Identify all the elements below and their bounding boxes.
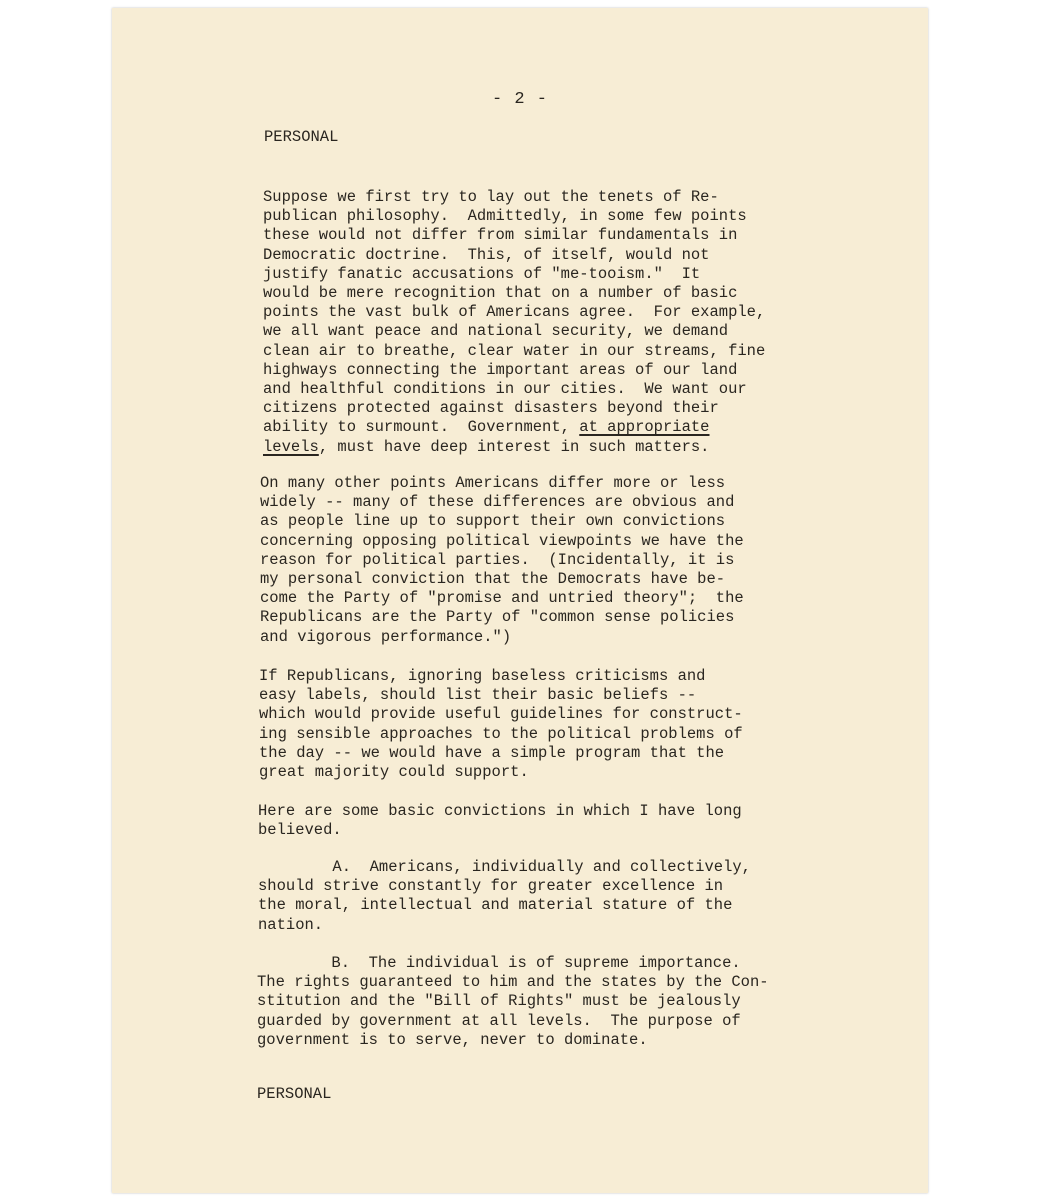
text-line: concerning opposing political viewpoints we have the bbox=[260, 531, 744, 550]
text-line: reason for political parties. (Incidentally, it is bbox=[260, 550, 735, 569]
paragraph-differences bbox=[260, 474, 744, 647]
text-line: citizens protected against disasters beyond their bbox=[263, 399, 719, 418]
text-segment: , must have deep interest in such matters. bbox=[318, 437, 710, 456]
text-line: come the Party of "promise and untried theory"; the bbox=[260, 589, 744, 608]
text-line: great majority could support. bbox=[259, 763, 529, 782]
text-line: Suppose we first try to lay out the tenets of Re- bbox=[263, 188, 719, 206]
text-line: believed. bbox=[258, 821, 342, 840]
text-line: the moral, intellectual and material stature of the bbox=[258, 896, 733, 915]
page-number: - 2 - bbox=[491, 90, 548, 109]
text-line: as people line up to support their own convictions bbox=[260, 512, 726, 531]
text-line: A. Americans, individually and collectively, bbox=[258, 858, 751, 876]
header-personal-marking: PERSONAL bbox=[264, 128, 339, 146]
paragraph-tenets bbox=[263, 188, 765, 457]
text-line: justify fanatic accusations of "me-tooism." It bbox=[263, 264, 701, 283]
paragraph-basic-beliefs bbox=[259, 667, 743, 782]
letter-page bbox=[112, 8, 928, 1193]
text-line: government is to serve, never to dominate. bbox=[257, 1030, 648, 1049]
text-line: nation. bbox=[258, 915, 324, 934]
text-line: Here are some basic convictions in which I have long bbox=[258, 802, 742, 820]
text-line: The rights guaranteed to him and the states by the Con- bbox=[257, 973, 769, 992]
text-line: which would provide useful guidelines for construct- bbox=[259, 705, 743, 724]
text-line: If Republicans, ignoring baseless criticisms and bbox=[259, 667, 706, 685]
underlined-phrase: at appropriate bbox=[579, 418, 710, 437]
text-line: we all want peace and national security, we demand bbox=[263, 322, 729, 341]
text-line: my personal conviction that the Democrats have be- bbox=[260, 570, 726, 589]
text-line: the day -- we would have a simple program that the bbox=[259, 743, 725, 762]
text-line bbox=[263, 438, 765, 457]
text-line: Democratic doctrine. This, of itself, would not bbox=[263, 245, 710, 264]
text-segment: ability to surmount. Government, bbox=[263, 418, 580, 437]
text-line: widely -- many of these differences are obvious and bbox=[260, 493, 735, 512]
text-line: publican philosophy. Admittedly, in some few points bbox=[263, 207, 747, 226]
text-line: points the vast bulk of Americans agree. For example, bbox=[263, 303, 766, 322]
text-line: Republicans are the Party of "common sense policies bbox=[260, 608, 735, 627]
text-line: guarded by government at all levels. The purpose of bbox=[257, 1011, 741, 1030]
text-line: would be mere recognition that on a number of basic bbox=[263, 284, 738, 303]
text-line bbox=[263, 418, 765, 437]
text-line: highways connecting the important areas of our land bbox=[263, 360, 738, 379]
conviction-b bbox=[257, 954, 769, 1050]
conviction-a bbox=[258, 858, 751, 935]
text-line: and healthful conditions in our cities. We want our bbox=[263, 380, 747, 399]
text-line: stitution and the "Bill of Rights" must be jealously bbox=[257, 992, 741, 1011]
footer-personal-marking: PERSONAL bbox=[257, 1085, 332, 1103]
text-line: and vigorous performance.") bbox=[260, 627, 512, 646]
text-line: B. The individual is of supreme importance. bbox=[257, 954, 741, 972]
text-line: should strive constantly for greater excellence in bbox=[258, 877, 724, 896]
text-line: clean air to breathe, clear water in our streams, fine bbox=[263, 341, 766, 360]
text-line: easy labels, should list their basic beliefs -- bbox=[259, 686, 697, 705]
text-line: ing sensible approaches to the political problems of bbox=[259, 724, 743, 743]
underlined-phrase: levels bbox=[263, 437, 319, 456]
text-line: On many other points Americans differ more or less bbox=[260, 474, 726, 492]
text-line: these would not differ from similar fundamentals in bbox=[263, 226, 738, 245]
paragraph-convictions-intro bbox=[258, 802, 742, 840]
